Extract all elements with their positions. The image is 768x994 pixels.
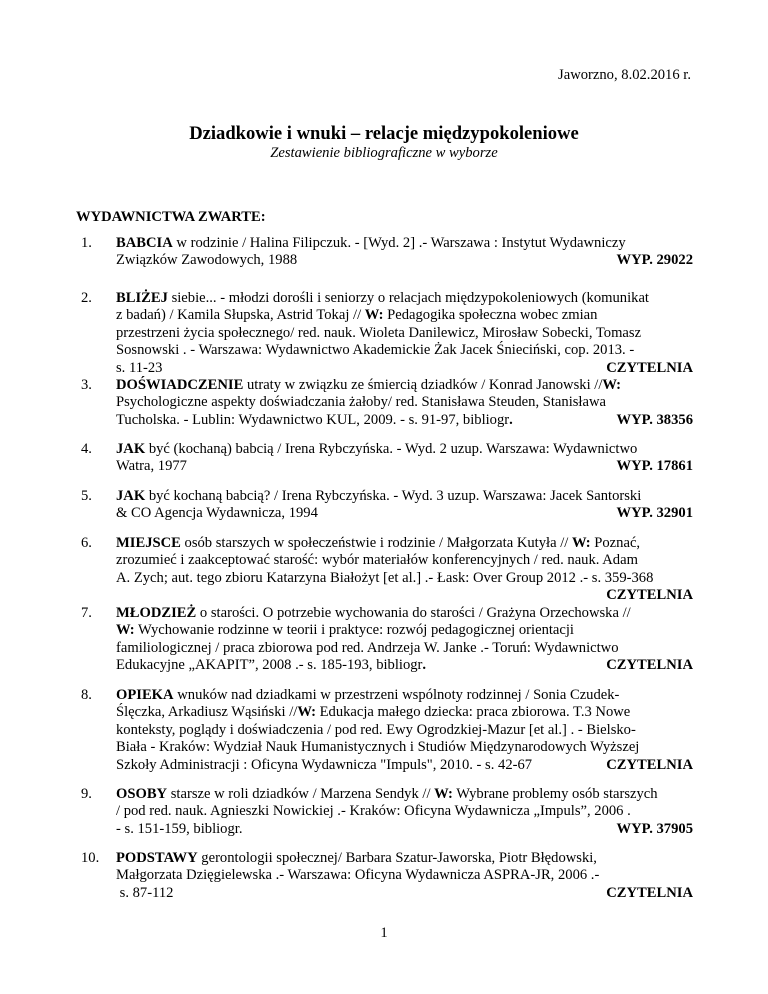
- entry-text: z badań) / Kamila Słupska, Astrid Tokaj //: [116, 307, 365, 324]
- entry-text: s. 87-112: [116, 884, 174, 901]
- entry-number: 3.: [81, 377, 92, 393]
- entry-text: utraty w związku ze śmiercią dziadków / Konrad Janowski //: [243, 377, 603, 393]
- entry-text: zrozumieć i zaakceptować starość: wybór materiałów konferencyjnych / red. nauk. Adam: [116, 552, 638, 569]
- entry-text: Poznać,: [590, 535, 641, 551]
- entry-location: WYP. 29022: [616, 252, 693, 269]
- entry-text: gerontologii społecznej/ Barbara Szatur-Jaworska, Piotr Błędowski,: [197, 850, 597, 866]
- entry-text: Edukacyjne „AKAPIT”, 2008 .- s. 185-193, bibliogr: [116, 657, 423, 674]
- entry-number: 6.: [81, 535, 92, 551]
- entry-number: 4.: [81, 441, 92, 457]
- entry-text: - s. 151-159, bibliogr.: [116, 820, 243, 837]
- entry-text: & CO Agencja Wydawnicza, 1994: [116, 505, 318, 522]
- bibliography-entry: [81, 377, 693, 429]
- bibliography-entry: [81, 290, 693, 377]
- entry-location: WYP. 37905: [616, 820, 693, 837]
- entry-text: / pod red. nauk. Agnieszki Nowickiej .- Kraków: Oficyna Wydawnicza „Impuls”, 2006 .: [116, 803, 631, 820]
- bibliography-entry: [81, 605, 693, 675]
- bibliography-entry: [81, 850, 693, 902]
- entry-number: 8.: [81, 687, 92, 703]
- entry-text: w rodzinie / Halina Filipczuk. - [Wyd. 2] .- Warszawa : Instytut Wydawniczy: [172, 235, 626, 251]
- entry-text: Wybrane problemy osób starszych: [452, 786, 658, 802]
- entry-text: Związków Zawodowych, 1988: [116, 252, 298, 269]
- entry-text: konteksty, poglądy i doświadczenia / pod red. Ewy Ogrodzkiej-Mazur [et al.] . - Bielsko-: [116, 721, 636, 738]
- entry-location: CZYTELNIA: [606, 587, 693, 604]
- entry-text: Pedagogika społeczna wobec zmian: [383, 307, 598, 324]
- entry-text: Sosnowski . - Warszawa: Wydawnictwo Akademickie Żak Jacek Śnieciński, cop. 2013. -: [116, 342, 635, 359]
- entry-keyword: PODSTAWY: [116, 850, 198, 866]
- entry-location: WYP. 32901: [616, 505, 693, 522]
- entry-text: .: [509, 411, 513, 428]
- entry-text: Edukacja małego dziecka: praca zbiorowa. T.3 Nowe: [315, 704, 631, 721]
- entry-text: Tucholska. - Lublin: Wydawnictwo KUL, 2009. - s. 91-97, bibliogr: [116, 411, 510, 428]
- entry-text: siebie... - młodzi dorośli i seniorzy o relacjach międzypokoleniowych (komunikat: [167, 290, 649, 306]
- entry-text: s. 11-23: [116, 359, 163, 376]
- entry-text: osób starszych w społeczeństwie i rodzinie / Małgorzata Kutyła //: [180, 535, 572, 551]
- entry-text: być kochaną babcią? / Irena Rybczyńska. - Wyd. 3 uzup. Warszawa: Jacek Santorski: [145, 488, 642, 504]
- entry-text: Szkoły Administracji : Oficyna Wydawnicza "Impuls", 2010. - s. 42-67: [116, 756, 533, 773]
- entry-text: Watra, 1977: [116, 458, 187, 475]
- entry-text: wnuków nad dziadkami w przestrzeni wspólnoty rodzinnej / Sonia Czudek-: [173, 687, 620, 703]
- entry-location: CZYTELNIA: [606, 884, 693, 901]
- entry-text: A. Zych; aut. tego zbioru Katarzyna Białożyt [et al.] .- Łask: Over Group 2012 .- s. 359-368: [116, 569, 654, 586]
- entry-location: CZYTELNIA: [606, 359, 693, 376]
- entry-number: 7.: [81, 605, 92, 621]
- entry-text: Ślęczka, Arkadiusz Wąsiński //: [116, 704, 298, 721]
- entry-text: Biała - Kraków: Wydział Nauk Humanistycznych i Studiów Międzynarodowych Wyższej: [116, 739, 640, 756]
- entry-number: 5.: [81, 488, 92, 504]
- entry-text: Psychologiczne aspekty doświadczania żałoby/ red. Stanisława Steuden, Stanisława: [116, 394, 606, 411]
- entry-text: o starości. O potrzebie wychowania do starości / Grażyna Orzechowska //: [196, 605, 631, 621]
- entry-text: przestrzeni życia społecznego/ red. nauk. Wioleta Danilewicz, Mirosław Sobecki, Tomasz: [116, 324, 642, 341]
- entry-text: W:: [571, 535, 591, 551]
- entry-text: być (kochaną) babcią / Irena Rybczyńska. - Wyd. 2 uzup. Warszawa: Wydawnictwo: [145, 441, 638, 457]
- entry-text: .: [422, 657, 427, 674]
- entry-keyword: JAK: [116, 441, 146, 457]
- bibliography-entry: [81, 441, 693, 476]
- entry-text: W:: [297, 704, 316, 721]
- bibliography-entry: [81, 687, 693, 774]
- entry-text: Małgorzata Dzięgielewska .- Warszawa: Oficyna Wydawnicza ASPRA-JR, 2006 .-: [116, 867, 600, 884]
- entry-keyword: OSOBY: [116, 786, 168, 802]
- entry-location: WYP. 17861: [616, 458, 693, 475]
- entry-text: Wychowanie rodzinne w teorii i praktyce: rozwój pedagogicznej orientacji: [134, 622, 574, 639]
- bibliography-entry: [81, 235, 693, 270]
- bibliography-entry: [81, 535, 693, 605]
- entry-keyword: OPIEKA: [116, 687, 174, 703]
- entry-text: familiologicznej / praca zbiorowa pod red. Andrzeja W. Janke .- Toruń: Wydawnictwo: [116, 639, 619, 656]
- entry-text: W:: [434, 786, 453, 802]
- section-heading: WYDAWNICTWA ZWARTE:: [76, 209, 266, 225]
- entry-text: starsze w roli dziadków / Marzena Sendyk //: [167, 786, 435, 802]
- entry-text: W:: [116, 622, 135, 639]
- entry-keyword: DOŚWIADCZENIE: [116, 377, 244, 393]
- entry-number: 9.: [81, 786, 92, 802]
- document-date: Jaworzno, 8.02.2016 r.: [558, 67, 691, 83]
- entry-location: CZYTELNIA: [606, 756, 693, 773]
- entry-keyword: BABCIA: [116, 235, 173, 251]
- entry-number: 2.: [81, 290, 92, 306]
- entry-text: W:: [602, 377, 622, 393]
- entry-number: 10.: [81, 850, 100, 866]
- document-title: Dziadkowie i wnuki – relacje międzypokoleniowe: [189, 123, 579, 144]
- document-subtitle: Zestawienie bibliograficzne w wyborze: [270, 145, 498, 161]
- entry-location: WYP. 38356: [616, 411, 693, 428]
- entry-keyword: MIEJSCE: [116, 535, 181, 551]
- entry-keyword: MŁODZIEŻ: [116, 605, 197, 621]
- entry-keyword: JAK: [116, 488, 146, 504]
- page-number: 1: [380, 925, 388, 941]
- entry-keyword: BLIŻEJ: [116, 290, 168, 306]
- entry-text: W:: [364, 307, 384, 324]
- entry-number: 1.: [81, 235, 92, 251]
- entry-location: CZYTELNIA: [606, 657, 693, 674]
- bibliography-entry: [81, 488, 693, 523]
- bibliography-entry: [81, 786, 693, 838]
